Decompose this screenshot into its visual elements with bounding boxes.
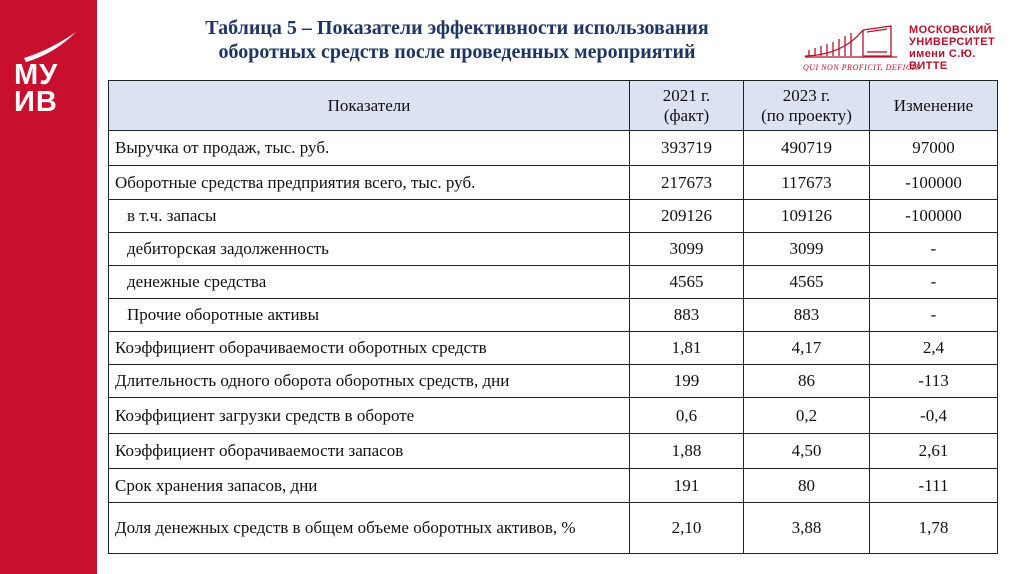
value-change: 2,61 bbox=[870, 434, 998, 469]
row-label: денежные средства bbox=[109, 266, 630, 299]
table-header-row bbox=[109, 81, 998, 131]
value-2023: 4,17 bbox=[744, 332, 870, 365]
value-2023: 4,50 bbox=[744, 434, 870, 469]
table-row bbox=[109, 200, 998, 233]
muiv-logo bbox=[14, 59, 90, 118]
value-change: -113 bbox=[870, 365, 998, 398]
header-2023-year: 2023 г. bbox=[782, 85, 831, 105]
value-2021: 191 bbox=[630, 469, 744, 503]
header-change: Изменение bbox=[870, 81, 998, 131]
value-2023: 109126 bbox=[744, 200, 870, 233]
value-change: -100000 bbox=[870, 166, 998, 200]
row-label: дебиторская задолженность bbox=[109, 233, 630, 266]
value-2021: 393719 bbox=[630, 131, 744, 166]
value-2023: 0,2 bbox=[744, 398, 870, 434]
value-change: - bbox=[870, 266, 998, 299]
row-label: Прочие оборотные активы bbox=[109, 299, 630, 332]
value-2023: 80 bbox=[744, 469, 870, 503]
table-row bbox=[109, 166, 998, 200]
table-row bbox=[109, 131, 998, 166]
row-label: Длительность одного оборота оборотных средств, дни bbox=[109, 365, 630, 398]
bridge-book-icon bbox=[803, 22, 899, 60]
row-label: Выручка от продаж, тыс. руб. bbox=[109, 131, 630, 166]
logo-line-1: МУ bbox=[14, 59, 59, 91]
value-change: - bbox=[870, 233, 998, 266]
value-change: 1,78 bbox=[870, 503, 998, 554]
value-2021: 4565 bbox=[630, 266, 744, 299]
table-row bbox=[109, 365, 998, 398]
value-2023: 3,88 bbox=[744, 503, 870, 554]
value-2021: 1,88 bbox=[630, 434, 744, 469]
table-row bbox=[109, 469, 998, 503]
value-change: 2,4 bbox=[870, 332, 998, 365]
university-name-line-3: имени С.Ю. ВИТТЕ bbox=[909, 48, 976, 72]
row-label: Срок хранения запасов, дни bbox=[109, 469, 630, 503]
row-label: в т.ч. запасы bbox=[109, 200, 630, 233]
table-row bbox=[109, 299, 998, 332]
table-row bbox=[109, 233, 998, 266]
value-2021: 0,6 bbox=[630, 398, 744, 434]
header-2021-year: 2021 г. bbox=[662, 85, 711, 105]
header-2023 bbox=[744, 81, 870, 131]
table-row bbox=[109, 503, 998, 554]
value-2023: 490719 bbox=[744, 131, 870, 166]
title-line-1: Таблица 5 – Показатели эффективности использования bbox=[205, 17, 709, 39]
header-2021 bbox=[630, 81, 744, 131]
value-2021: 199 bbox=[630, 365, 744, 398]
header-2023-note: (по проекту) bbox=[761, 105, 852, 125]
value-change: -0,4 bbox=[870, 398, 998, 434]
row-label: Коэффициент оборачиваемости оборотных средств bbox=[109, 332, 630, 365]
university-logo bbox=[803, 22, 1013, 74]
value-2021: 209126 bbox=[630, 200, 744, 233]
table-row bbox=[109, 434, 998, 469]
value-2023: 883 bbox=[744, 299, 870, 332]
value-change: -100000 bbox=[870, 200, 998, 233]
logo-line-2: ИВ bbox=[14, 86, 58, 118]
value-2021: 2,10 bbox=[630, 503, 744, 554]
value-2023: 86 bbox=[744, 365, 870, 398]
table-row bbox=[109, 398, 998, 434]
value-2021: 1,81 bbox=[630, 332, 744, 365]
value-2021: 3099 bbox=[630, 233, 744, 266]
row-label: Доля денежных средств в общем объеме оборотных активов, % bbox=[109, 503, 630, 554]
header-indicators: Показатели bbox=[109, 81, 630, 131]
page-title bbox=[112, 16, 802, 64]
value-change: 97000 bbox=[870, 131, 998, 166]
title-line-2: оборотных средств после проведенных мероприятий bbox=[218, 41, 696, 63]
row-label: Оборотные средства предприятия всего, тыс. руб. bbox=[109, 166, 630, 200]
efficiency-table bbox=[108, 80, 998, 554]
value-2023: 3099 bbox=[744, 233, 870, 266]
value-change: - bbox=[870, 299, 998, 332]
value-change: -111 bbox=[870, 469, 998, 503]
row-label: Коэффициент оборачиваемости запасов bbox=[109, 434, 630, 469]
university-motto: QUI NON PROFICIT, DEFICIT bbox=[803, 63, 920, 72]
table-row bbox=[109, 332, 998, 365]
brand-sidebar bbox=[0, 0, 97, 574]
value-2023: 117673 bbox=[744, 166, 870, 200]
value-2021: 883 bbox=[630, 299, 744, 332]
university-name-line-2: УНИВЕРСИТЕТ bbox=[909, 36, 996, 48]
value-2023: 4565 bbox=[744, 266, 870, 299]
university-name-line-1: МОСКОВСКИЙ bbox=[909, 24, 992, 36]
row-label: Коэффициент загрузки средств в обороте bbox=[109, 398, 630, 434]
table-row bbox=[109, 266, 998, 299]
value-2021: 217673 bbox=[630, 166, 744, 200]
header-2021-note: (факт) bbox=[663, 105, 710, 125]
